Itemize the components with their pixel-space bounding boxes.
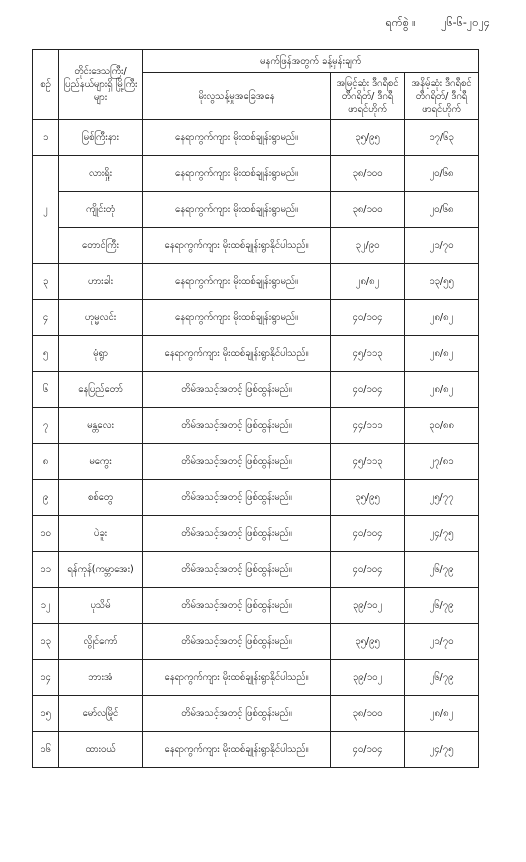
row-high: ၃၅/၉၅ [331,480,405,516]
table-row [33,300,479,336]
row-high: ၄၀/၁၀၄ [331,552,405,588]
table-row [33,228,479,264]
row-condition: နေရာကွက်ကျား မိုးထစ်ချုန်းရွာမည်။ [143,300,331,336]
row-serial: ၅ [33,336,59,372]
row-low: ၂၀/၆၈ [405,192,479,228]
row-condition: နေရာကွက်ကျား မိုးထစ်ချုန်းရွာမည်။ [143,120,331,156]
row-city: ထားဝယ် [59,732,143,768]
row-condition: နေရာကွက်ကျား မိုးထစ်ချုန်းရွာမည်။ [143,264,331,300]
table-row [33,444,479,480]
row-city: ရန်ကုန်(ကမ္ဘာအေး) [59,552,143,588]
row-city: နေပြည်တော် [59,372,143,408]
header-serial: စဉ် [33,50,59,120]
row-serial: ၁၂ [33,588,59,624]
row-low: ၂၁/၇၀ [405,624,479,660]
table-row [33,264,479,300]
row-low: ၂၄/၇၅ [405,732,479,768]
row-low: ၂၀/၆၈ [405,156,479,192]
row-city: ပဲခူး [59,516,143,552]
row-high: ၄၅/၁၁၃ [331,444,405,480]
row-condition: နေရာကွက်ကျား မိုးထစ်ချုန်းရွာနိုင်ပါသည်။ [143,660,331,696]
table-row [33,696,479,732]
row-city: မော်လမြိုင် [59,696,143,732]
row-serial: ၁၀ [33,516,59,552]
date-line [385,16,490,32]
row-high: ၄၄/၁၁၁ [331,408,405,444]
row-condition: တိမ်အသင့်အတင့် ဖြစ်ထွန်းမည်။ [143,696,331,732]
row-low: ၂၅/၇၇ [405,480,479,516]
row-condition: နေရာကွက်ကျား မိုးထစ်ချုန်းရွာနိုင်ပါသည်။ [143,228,331,264]
row-high: ၂၈/၈၂ [331,264,405,300]
row-serial: ၁၆ [33,732,59,768]
row-low: ၁၇/၆၃ [405,120,479,156]
header-high-temp: အမြင့်ဆုံး ဒီဂရီစင်တီဂရိတ်/ ဒီဂရီဖာရင်ဟိုက် [331,73,405,120]
row-high: ၃၉/၁၀၂ [331,588,405,624]
table-row [33,552,479,588]
row-city: မန္တလေး [59,408,143,444]
row-serial: ၁၅ [33,696,59,732]
table-row [33,408,479,444]
row-serial: ၇ [33,408,59,444]
row-city: လွိုင်ကော် [59,624,143,660]
row-high: ၃၉/၁၀၂ [331,660,405,696]
row-city: စစ်တွေ [59,480,143,516]
row-low: ၂၄/၇၅ [405,516,479,552]
row-condition: တိမ်အသင့်အတင့် ဖြစ်ထွန်းမည်။ [143,516,331,552]
row-serial: ၁ [33,120,59,156]
row-city: မကွေး [59,444,143,480]
row-high: ၃၅/၉၅ [331,624,405,660]
row-low: ၂၈/၈၂ [405,696,479,732]
table-row [33,192,479,228]
row-condition: တိမ်အသင့်အတင့် ဖြစ်ထွန်းမည်။ [143,588,331,624]
header-condition: မိုးလွသန့်မှုအခြေအနေ [143,73,331,120]
row-city: လားရှိုး [59,156,143,192]
table-row [33,120,479,156]
row-city: ဘားအံ [59,660,143,696]
row-serial: ၉ [33,480,59,516]
row-city: ကျိုင်းတုံ [59,192,143,228]
row-high: ၃၅/၉၅ [331,120,405,156]
row-condition: နေရာကွက်ကျား မိုးထစ်ချုန်းရွာနိုင်ပါသည်။ [143,336,331,372]
row-serial: ၁၁ [33,552,59,588]
table-row [33,588,479,624]
row-high: ၄၀/၁၀၄ [331,300,405,336]
row-low: ၁၃/၅၅ [405,264,479,300]
row-condition: တိမ်အသင့်အတင့် ဖြစ်ထွန်းမည်။ [143,444,331,480]
row-low: ၂၆/၇၉ [405,552,479,588]
row-high: ၄၀/၁၀၄ [331,516,405,552]
table-row [33,372,479,408]
row-low: ၂၁/၇၀ [405,228,479,264]
row-low: ၂၈/၈၂ [405,372,479,408]
row-serial: ၃ [33,264,59,300]
table-row [33,480,479,516]
row-high: ၄၅/၁၁၃ [331,336,405,372]
table-row [33,732,479,768]
table-row [33,660,479,696]
row-condition: တိမ်အသင့်အတင့် ဖြစ်ထွန်းမည်။ [143,372,331,408]
table-row [33,336,479,372]
header-forecast-group: မနက်ဖြန်အတွက် ခန့်မှန်းချက် [143,50,479,73]
row-condition: နေရာကွက်ကျား မိုးထစ်ချုန်းရွာမည်။ [143,192,331,228]
row-condition: တိမ်အသင့်အတင့် ဖြစ်ထွန်းမည်။ [143,480,331,516]
row-serial: ၁၄ [33,660,59,696]
row-serial: ၁၃ [33,624,59,660]
row-low: ၂၈/၈၂ [405,300,479,336]
row-high: ၄၀/၁၀၄ [331,732,405,768]
row-low: ၂၈/၈၂ [405,336,479,372]
date-value: ၂၆-၆-၂၀၂၄ [441,16,490,29]
row-city: တောင်ကြီး [59,228,143,264]
row-serial: ၂ [33,156,59,264]
forecast-table [32,49,479,768]
row-condition: နေရာကွက်ကျား မိုးထစ်ချုန်းရွာနိုင်ပါသည်။ [143,732,331,768]
header-low-temp: အနိမ့်ဆုံး ဒီဂရီစင်တီဂရိတ်/ ဒီဂရီဖာရင်ဟိုက် [405,73,479,120]
row-low: ၂၇/၈၁ [405,444,479,480]
row-low: ၃၀/၈၈ [405,408,479,444]
row-city: မြစ်ကြီးနား [59,120,143,156]
row-city: ဟားခါး [59,264,143,300]
row-condition: တိမ်အသင့်အတင့် ဖြစ်ထွန်းမည်။ [143,408,331,444]
row-condition: တိမ်အသင့်အတင့် ဖြစ်ထွန်းမည်။ [143,552,331,588]
row-serial: ၆ [33,372,59,408]
row-city: မုံရွာ [59,336,143,372]
row-high: ၄၀/၁၀၄ [331,372,405,408]
row-low: ၂၆/၇၉ [405,588,479,624]
row-city: ဟုမ္မလင်း [59,300,143,336]
row-serial: ၈ [33,444,59,480]
date-label: ရက်စွဲ ။ [385,16,416,29]
row-low: ၂၆/၇၉ [405,660,479,696]
header-city: တိုင်းဒေသကြီး/ ပြည်နယ်များရှိ မြို့ကြီးများ [59,50,143,120]
row-high: ၃၂/၉၀ [331,228,405,264]
table-row [33,156,479,192]
row-high: ၃၈/၁၀၀ [331,192,405,228]
row-serial: ၄ [33,300,59,336]
table-row [33,516,479,552]
row-condition: နေရာကွက်ကျား မိုးထစ်ချုန်းရွာမည်။ [143,156,331,192]
row-condition: တိမ်အသင့်အတင့် ဖြစ်ထွန်းမည်။ [143,624,331,660]
table-row [33,624,479,660]
row-high: ၃၈/၁၀၀ [331,156,405,192]
row-high: ၃၈/၁၀၀ [331,696,405,732]
row-city: ပုသိမ် [59,588,143,624]
